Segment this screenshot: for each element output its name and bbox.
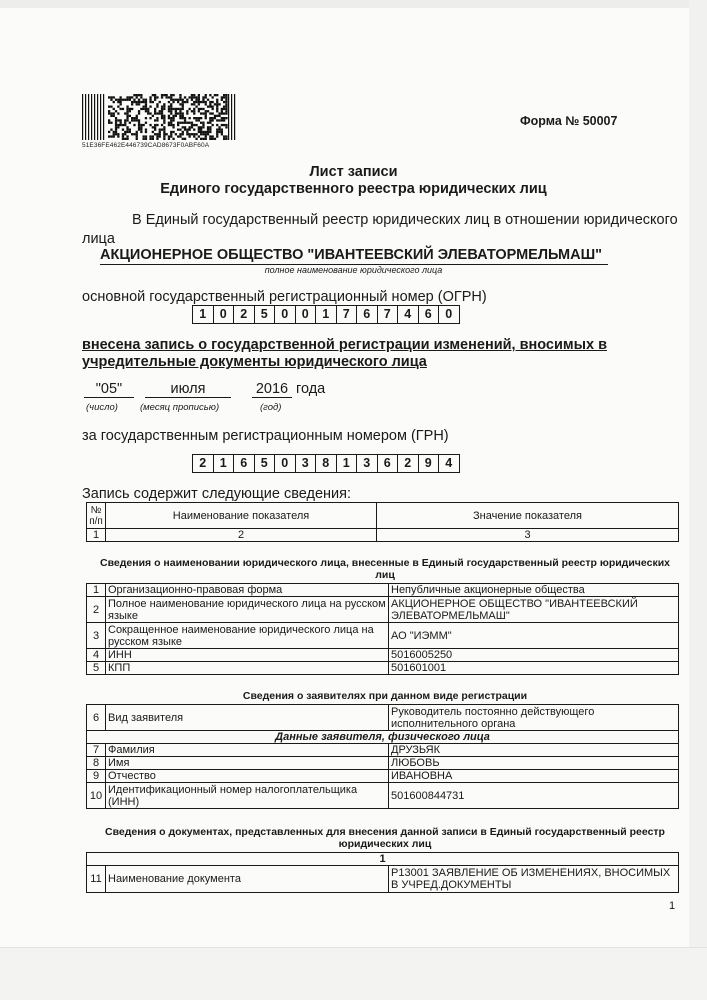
grn-digit: 6 [377, 454, 399, 473]
col-number-index: 1 [87, 529, 106, 542]
scan-edge-bottom [0, 947, 707, 1000]
record-title: внесена запись о государственной регистрации изменений, вносимых в учредительные документы юридического лица [82, 337, 608, 370]
table-row: 6 Вид заявителя Руководитель постоянно действующего исполнительного органа [87, 705, 679, 731]
col-value-index: 3 [377, 529, 679, 542]
grn-digit: 0 [274, 454, 296, 473]
section-2-title: Сведения о заявителях при данном виде регистрации [242, 690, 528, 702]
document-subtitle: Единого государственного реестра юридических лиц [160, 181, 547, 197]
applicant-subheader: Данные заявителя, физического лица [87, 731, 679, 744]
table-row: 9 Отчество ИВАНОВНА [87, 770, 679, 783]
ogrn-digit: 6 [356, 305, 378, 324]
ogrn-digit: 4 [397, 305, 419, 324]
entity-name-hint: полное наименование юридического лица [264, 265, 443, 275]
grn-digit: 2 [397, 454, 419, 473]
grn-digit: 8 [315, 454, 337, 473]
section-2-table [86, 704, 679, 809]
scan-edge-right [689, 0, 707, 1000]
barcode-text: 51E36FE462E446739CAD8673F0ABF60A [82, 142, 210, 149]
grn-digit: 2 [192, 454, 214, 473]
date-year: 2016 [252, 381, 292, 398]
ogrn-digit-boxes [192, 305, 459, 324]
ogrn-digit: 5 [254, 305, 276, 324]
col-number-header: № п/п [87, 503, 106, 529]
date-day-hint: (число) [86, 402, 118, 413]
contains-label: Запись содержит следующие сведения: [82, 486, 352, 502]
grn-digit: 3 [295, 454, 317, 473]
ogrn-digit: 1 [315, 305, 337, 324]
col-name-header: Наименование показателя [106, 503, 377, 529]
entity-full-name: АКЦИОНЕРНОЕ ОБЩЕСТВО "ИВАНТЕЕВСКИЙ ЭЛЕВАТОРМЕЛЬМАШ" [100, 247, 608, 265]
document-group-number: 1 [87, 853, 679, 866]
table-row: 3 Сокращенное наименование юридического лица на русском языке АО "ИЭММ" [87, 623, 679, 649]
grn-digit: 3 [356, 454, 378, 473]
table-row: 11 Наименование документа Р13001 ЗАЯВЛЕНИЕ ОБ ИЗМЕНЕНИЯХ, ВНОСИМЫХ В УЧРЕД.ДОКУМЕНТЫ [87, 866, 679, 893]
intro-line-2: лица [82, 231, 115, 247]
grn-digit: 4 [438, 454, 460, 473]
ogrn-digit: 2 [233, 305, 255, 324]
page-number: 1 [669, 900, 676, 912]
ogrn-digit: 0 [295, 305, 317, 324]
ogrn-digit: 1 [192, 305, 214, 324]
form-number: Форма № 50007 [520, 114, 618, 128]
scan-edge-top [0, 0, 707, 8]
ogrn-digit: 0 [274, 305, 296, 324]
barcode-image [82, 94, 237, 140]
col-name-index: 2 [106, 529, 377, 542]
grn-digit-boxes [192, 454, 459, 473]
ogrn-digit: 7 [336, 305, 358, 324]
table-row: 5 КПП 501601001 [87, 662, 679, 675]
section-1-title: Сведения о наименовании юридического лица, внесенные в Единый государственный реестр юридических лиц [100, 557, 670, 581]
date-year-hint: (год) [260, 402, 282, 413]
grn-digit: 5 [254, 454, 276, 473]
grn-label: за государственным регистрационным номером (ГРН) [82, 428, 449, 444]
ogrn-digit: 6 [418, 305, 440, 324]
grn-digit: 9 [418, 454, 440, 473]
grn-digit: 6 [233, 454, 255, 473]
table-row: 8 Имя ЛЮБОВЬ [87, 757, 679, 770]
date-month: июля [145, 381, 231, 398]
ogrn-digit: 0 [213, 305, 235, 324]
section-3-title: Сведения о документах, представленных для внесения данной записи в Единый государственный реестр юридических лиц [105, 826, 665, 850]
date-year-suffix: года [296, 381, 326, 397]
table-row: 1 Организационно-правовая форма Непубличные акционерные общества [87, 584, 679, 597]
section-1-table [86, 583, 679, 675]
col-value-header: Значение показателя [377, 503, 679, 529]
ogrn-digit: 0 [438, 305, 460, 324]
intro-line-1: В Единый государственный реестр юридических лиц в отношении юридического [132, 212, 678, 228]
grn-digit: 1 [213, 454, 235, 473]
table-row: 2 Полное наименование юридического лица на русском языке АКЦИОНЕРНОЕ ОБЩЕСТВО "ИВАНТЕЕВСКИЙ ЭЛЕВАТОРМЕЛЬМАШ" [87, 597, 679, 623]
table-row: 7 Фамилия ДРУЗЬЯК [87, 744, 679, 757]
grn-digit: 1 [336, 454, 358, 473]
document-title: Лист записи [309, 164, 398, 180]
table-row: 4 ИНН 5016005250 [87, 649, 679, 662]
section-3-table [86, 852, 679, 893]
date-day: "05" [84, 381, 134, 398]
header-table [86, 502, 679, 542]
date-month-hint: (месяц прописью) [140, 402, 220, 413]
ogrn-digit: 7 [377, 305, 399, 324]
ogrn-label: основной государственный регистрационный номер (ОГРН) [82, 289, 487, 305]
table-row: 10 Идентификационный номер налогоплательщика (ИНН) 501600844731 [87, 783, 679, 809]
